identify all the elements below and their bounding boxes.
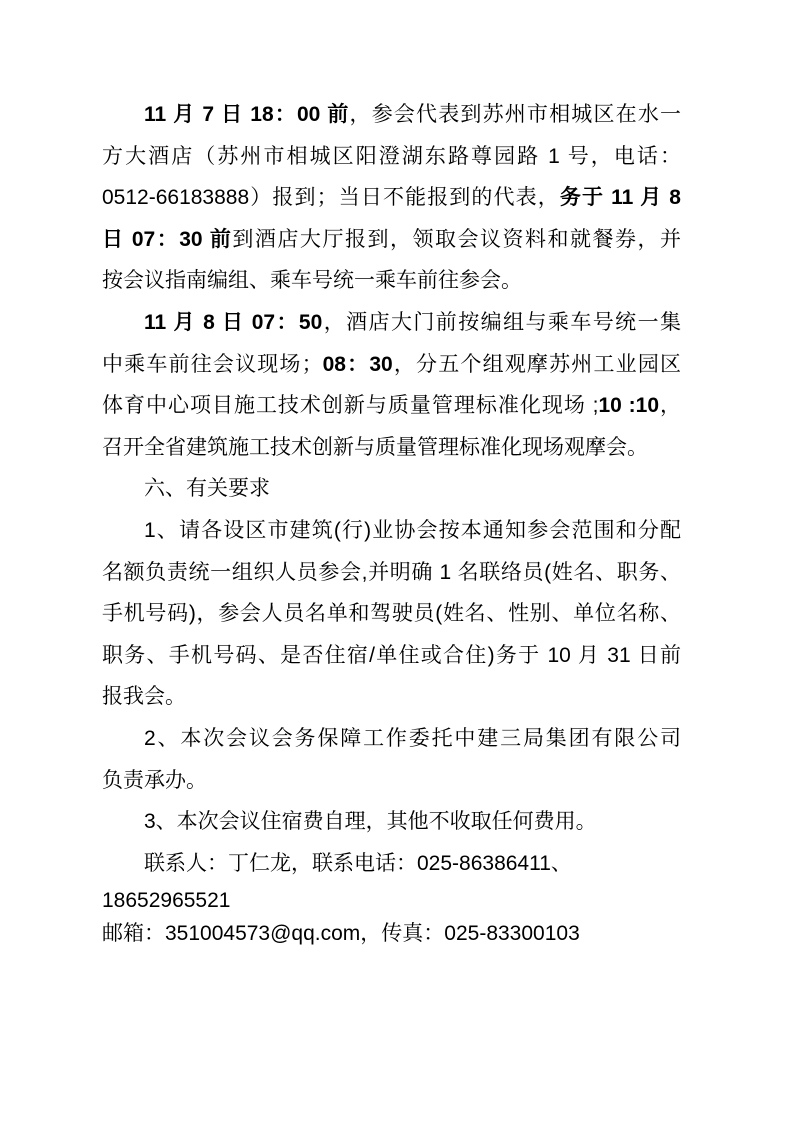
bold-text-segment: 11 月 8 日 07：50 <box>144 310 323 334</box>
text-segment: 体育中心项目施工技术创新与质量管理标准化现场 ; <box>102 394 599 418</box>
text-segment: 3、本次会议住宿费自理，其他不收取任何费用。 <box>144 810 597 834</box>
text-line <box>102 552 681 594</box>
text-segment: 0512-66183888）报到；当日不能报到的代表， <box>102 186 560 210</box>
text-segment: 邮箱：351004573@qq.com，传真：025-83300103 <box>102 922 580 946</box>
bold-text-segment: 11 月 7 日 18：00 前 <box>144 103 350 126</box>
text-segment: 召开全省建筑施工技术创新与质量管理标准化现场观摩会。 <box>102 435 648 459</box>
text-segment: 负责承办。 <box>102 768 207 792</box>
bold-text-segment: 务于 11 月 8 <box>559 186 681 210</box>
bold-text-segment: 08：30 <box>322 352 393 376</box>
text-line <box>102 843 681 885</box>
text-segment: ，酒店大门前按编组与乘车号统一集 <box>322 310 682 334</box>
text-segment: 手机号码)，参会人员名单和驾驶员(姓名、性别、单位名称、 <box>102 602 681 626</box>
text-line <box>102 468 681 510</box>
text-segment: 六、有关要求 <box>144 477 270 501</box>
document-content <box>102 94 681 950</box>
text-line <box>102 136 681 178</box>
text-line <box>102 801 681 843</box>
text-line <box>102 917 681 950</box>
text-line <box>102 676 681 718</box>
text-segment: 中乘车前往会议现场； <box>102 352 323 376</box>
text-line <box>102 635 681 677</box>
text-line <box>102 593 681 635</box>
text-segment: 联系人：丁仁龙，联系电话：025-86386411、 <box>144 851 572 875</box>
text-segment: 职务、手机号码、是否住宿/单住或合住)务于 10 月 31 日前 <box>102 643 681 667</box>
text-line <box>102 760 681 802</box>
text-segment: 报我会。 <box>102 685 186 709</box>
text-segment: 按会议指南编组、乘车号统一乘车前往参会。 <box>102 269 522 293</box>
bold-text-segment: 日 07：30 前 <box>102 227 233 251</box>
bold-text-segment: 10 :10 <box>598 394 660 418</box>
text-segment: ，分五个组观摩苏州工业园区 <box>392 352 682 376</box>
text-segment: 到酒店大厅报到，领取会议资料和就餐券，并 <box>232 227 682 251</box>
text-segment: 18652965521 <box>102 889 231 913</box>
text-segment: ， <box>659 394 682 418</box>
text-line <box>102 510 681 552</box>
text-segment: 2、本次会议会务保障工作委托中建三局集团有限公司 <box>144 726 681 750</box>
text-segment: 名额负责统一组织人员参会,并明确 1 名联络员(姓名、职务、 <box>102 560 681 584</box>
text-line <box>102 302 681 344</box>
text-line <box>102 884 681 917</box>
text-segment: 1、请各设区市建筑(行)业协会按本通知参会范围和分配 <box>144 518 681 542</box>
text-line <box>102 219 681 261</box>
text-line <box>102 344 681 386</box>
text-segment: ，参会代表到苏州市相城区在水一 <box>349 103 681 126</box>
text-line <box>102 427 681 469</box>
text-line <box>102 260 681 302</box>
text-line <box>102 385 681 427</box>
text-segment: 方大酒店（苏州市相城区阳澄湖东路尊园路 1 号，电话： <box>102 144 681 168</box>
text-line <box>102 177 681 219</box>
text-line <box>102 718 681 760</box>
text-line <box>102 94 681 136</box>
